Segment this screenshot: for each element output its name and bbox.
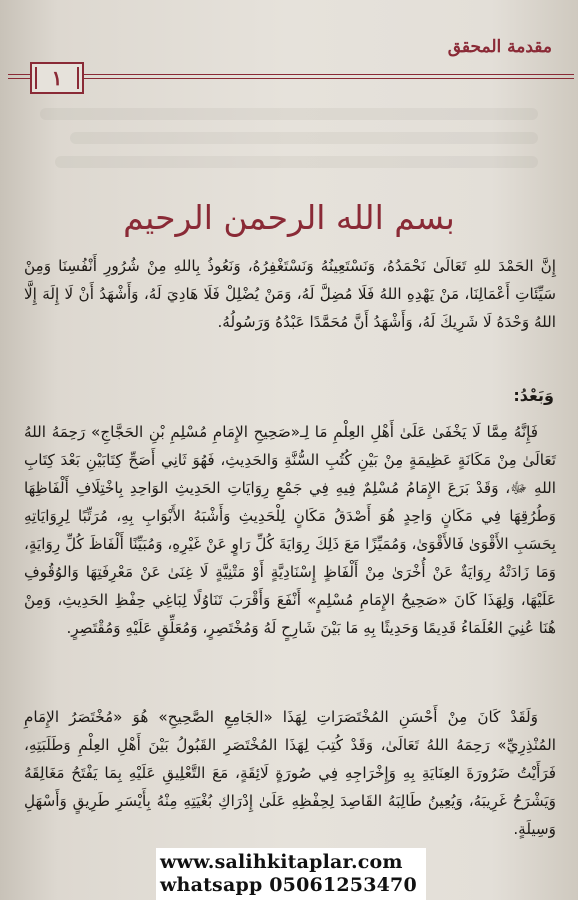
body-paragraph-2: فَإِنَّهُ مِمَّا لَا يَخْفَىٰ عَلَىٰ أَهْلِ العِلْمِ مَا لِـ«صَحِيحِ الإِمَامِ مُسْلِمِ بْنِ الحَجَّاجِ» رَحِمَهُ اللهُ تَعَالَىٰ مِنْ مَكَانَةٍ عَظِيمَةٍ مِنْ بَيْنِ كُتُبِ السُّنَّةِ وَالحَدِيثِ، فَهُوَ ثَانِي أَصَحِّ كِتَابَيْنِ بَعْدَ كِتَابِ اللهِ ﷻ، وَقَدْ بَرَعَ الإِمَامُ مُسْلِمٌ فِيهِ فِي جَمْعِ رِوَايَاتِ الحَدِيثِ الوَاحِدِ بِاخْتِلَافِ أَلْفَاظِهَا وَطُرُقِهَا فِي مَكَانٍ وَاحِدٍ هُوَ أَصْدَقُ مَكَانٍ لِلْحَدِيثِ وَأَشْبَهُ الأَبْوَابِ بِهِ، مُرَتِّبًا لِرِوَايَاتِهِ بِحَسَبِ الأَقْوَىٰ فَالأَقْوَىٰ، وَمُمَيِّزًا مَعَ ذَلِكَ رِوَايَةَ كُلِّ رَاوٍ عَنْ غَيْرِهِ، وَمُبَيِّنًا أَلْفَاظَ كُلِّ رِوَايَةٍ، وَمَا زَادَتْهُ رِوَايَةٌ عَنْ أُخْرَىٰ مِنْ أَلْفَاظٍ إِسْنَادِيَّةٍ أَوْ مَتْنِيَّةٍ لَا غِنَىٰ عَنْ مَعْرِفَتِهَا وَالوُقُوفِ عَلَيْهَا، وَلِهَذَا كَانَ «صَحِيحُ الإِمَامِ مُسْلِمٍ» أَنْفَعَ وَأَقْرَبَ تَنَاوُلًا لِبَاغِي حِفْظِ الحَدِيثِ، وَمِنْ هُنَا عُنِيَ العُلَمَاءُ قَدِيمًا وَحَدِيثًا بِهِ مَا بَيْنَ شَارِحٍ لَهُ وَمُخْتَصِرٍ، وَمُعَلِّقٍ عَلَيْهِ وَمُقْتَصِرٍ. bbox=[24, 423, 556, 637]
page-number-frame bbox=[30, 62, 84, 94]
header-rule bbox=[82, 74, 574, 79]
wa-bad-heading: وَبَعْدُ: bbox=[513, 386, 554, 405]
basmala-calligraphy: بسم الله الرحمن الرحيم bbox=[123, 198, 455, 237]
watermark-whatsapp: whatsapp 05061253470 bbox=[160, 874, 417, 896]
bleed-through-line bbox=[70, 132, 538, 144]
seller-watermark bbox=[156, 848, 426, 900]
intro-paragraph: إِنَّ الحَمْدَ للهِ تَعَالَىٰ نَحْمَدُهُ، وَنَسْتَعِينُهُ وَنَسْتَغْفِرُهُ، وَنَعُوذُ بِاللهِ مِنْ شُرُورِ أَنْفُسِنَا وَمِنْ سَيِّئَاتِ أَعْمَالِنَا، مَنْ يَهْدِهِ اللهُ فَلَا مُضِلَّ لَهُ، وَمَنْ يُضْلِلْ فَلَا هَادِيَ لَهُ، وَأَشْهَدُ أَنْ لَا إِلَهَ إِلَّا اللهُ وَحْدَهُ لَا شَرِيكَ لَهُ، وَأَشْهَدُ أَنَّ مُحَمَّدًا عَبْدُهُ وَرَسُولُهُ. bbox=[24, 257, 556, 331]
page-number: ١ bbox=[51, 66, 63, 90]
body-paragraph-3: وَلَقَدْ كَانَ مِنْ أَحْسَنِ المُخْتَصَرَاتِ لِهَذَا «الجَامِعِ الصَّحِيحِ» هُوَ «مُخْتَصَرُ الإِمَامِ المُنْذِرِيِّ» رَحِمَهُ اللهُ تَعَالَىٰ، وَقَدْ كُتِبَ لِهَذَا المُخْتَصَرِ القَبُولُ بَيْنَ أَهْلِ العِلْمِ وَطَلَبَتِهِ، فَرَأَيْتُ ضَرُورَةَ العِنَايَةِ بِهِ وَإِخْرَاجِهِ فِي صُورَةٍ لَائِقَةٍ، مَعَ التَّعْلِيقِ عَلَيْهِ بِمَا يَفْتَحُ مَغَالِقَهُ وَيَشْرَحُ غَرِيبَهُ، وَيُعِينُ طَالِبَهُ القَاصِدَ لِحِفْظِهِ عَلَىٰ إِدْرَاكِ بُغْيَتِهِ مِنْهُ بِأَيْسَرِ طَرِيقٍ وَأَسْهَلِ وَسِيلَةٍ. bbox=[24, 708, 556, 838]
section-title: مقدمة المحقق bbox=[447, 37, 552, 57]
watermark-website: www.salihkitaplar.com bbox=[160, 851, 403, 873]
header-rule-left bbox=[8, 74, 30, 79]
bleed-through-line bbox=[55, 156, 538, 168]
bleed-through-line bbox=[40, 108, 538, 120]
